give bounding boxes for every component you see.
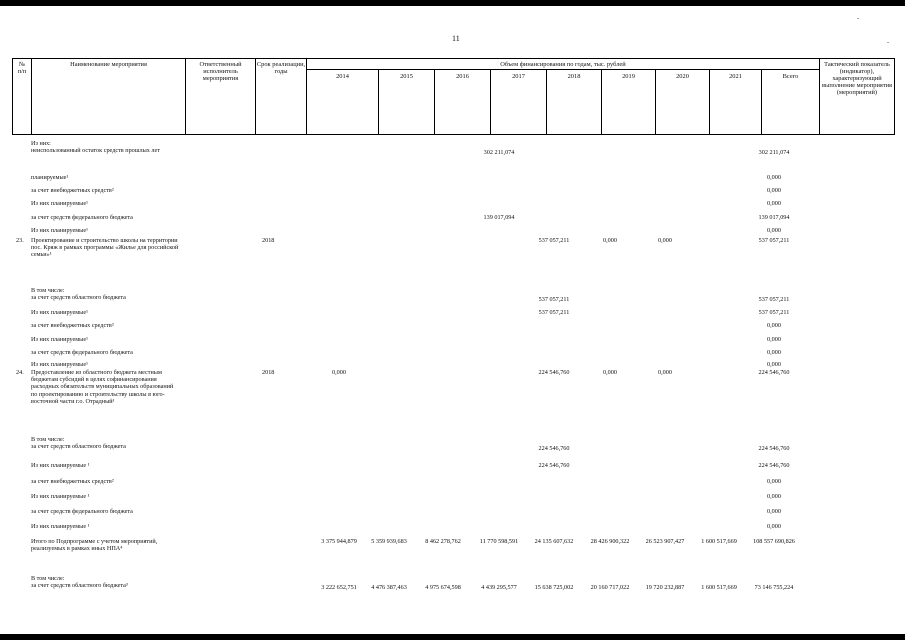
row-name: за счет средств федерального бюджета — [31, 349, 133, 356]
header-total: Всего — [782, 73, 799, 80]
header-term: Срок реализации, годы — [256, 61, 306, 75]
row-total: 0,000 — [767, 336, 781, 343]
speck-mark: . — [887, 36, 889, 45]
row-total: 0,000 — [767, 200, 781, 207]
header-year: 2020 — [676, 73, 689, 80]
header-name: Наименование мероприятия — [70, 61, 147, 68]
row-value: 15 638 725,002 — [534, 584, 574, 592]
header-year: 2021 — [729, 73, 742, 80]
header-year: 2015 — [400, 73, 413, 80]
row-number: 24. — [16, 369, 24, 376]
row-total: 139 017,094 — [758, 214, 790, 221]
row-value: 0,000 — [658, 237, 672, 244]
row-value: 19 720 232,887 — [645, 584, 685, 592]
header-year: 2017 — [512, 73, 525, 80]
row-term: 2018 — [262, 369, 275, 376]
row-name: за счет внебюджетных средств² — [31, 478, 114, 485]
row-total: 224 546,760 — [758, 462, 790, 469]
row-name: Итого по Подпрограмме с учетом мероприятий, реализуемых в рамках иных НПА⁴ — [31, 538, 158, 553]
top-border — [0, 0, 905, 6]
row-value: 0,000 — [332, 369, 346, 376]
row-name: Из них планируемые¹ — [31, 309, 88, 316]
header-financing: Объем финансирования по годам, тыс. рублей — [500, 61, 626, 68]
row-total: 302 211,074 — [758, 149, 790, 157]
row-name: Из них: неиспользованный остаток средств прошлых лет — [31, 140, 160, 155]
row-name: Из них планируемые ¹ — [31, 493, 90, 500]
row-total: 73 146 755,224 — [754, 584, 794, 592]
row-value: 5 359 939,683 — [371, 538, 407, 545]
row-value: 4 476 387,463 — [371, 584, 407, 592]
row-total: 0,000 — [767, 187, 781, 194]
row-value: 24 135 607,632 — [534, 538, 574, 545]
row-name: В том числе: за счет средств областного бюджета — [31, 287, 126, 302]
row-total: 224 546,760 — [758, 445, 790, 453]
row-name: В том числе: за счет средств областного бюджета — [31, 436, 126, 451]
row-name: Из них планируемые ¹ — [31, 462, 90, 469]
row-name: за счет средств федерального бюджета — [31, 214, 133, 221]
row-total: 0,000 — [767, 493, 781, 500]
row-total: 537 057,211 — [758, 309, 790, 316]
row-term: 2018 — [262, 237, 275, 244]
row-number: 23. — [16, 237, 24, 244]
row-value: 8 462 278,762 — [425, 538, 461, 545]
row-value: 4 439 295,577 — [481, 584, 517, 592]
bottom-border — [0, 634, 905, 640]
row-total: 108 557 690,826 — [753, 538, 795, 545]
row-name: за счет внебюджетных средств² — [31, 187, 114, 194]
row-value: 302 211,074 — [483, 149, 515, 157]
header-number: № п/п — [17, 61, 27, 75]
header-line — [894, 58, 895, 135]
row-total: 537 057,211 — [758, 237, 790, 244]
row-value: 224 546,760 — [538, 369, 570, 376]
row-total: 0,000 — [767, 508, 781, 515]
row-value: 537 057,211 — [538, 237, 570, 244]
header-indicator: Тактический показатель (индикатор), характеризующий выполнение мероприятия (мероприятий) — [822, 61, 892, 96]
row-value: 20 160 717,022 — [590, 584, 630, 592]
row-value: 1 600 517,669 — [701, 538, 737, 545]
row-name: Проектирование и строительство школы на территории пос. Кряж в рамках программы «Жилье для российской семьи»¹ — [31, 237, 179, 259]
row-value: 0,000 — [658, 369, 672, 376]
header-line — [31, 58, 32, 135]
row-name: за счет внебюджетных средств² — [31, 322, 114, 329]
row-value: 11 770 598,591 — [479, 538, 519, 545]
row-value: 224 546,760 — [538, 445, 570, 453]
row-total: 537 057,211 — [758, 296, 790, 304]
row-value: 26 523 907,427 — [645, 538, 685, 545]
row-value: 1 600 517,669 — [701, 584, 737, 592]
row-value: 3 222 652,751 — [321, 584, 357, 592]
page-number: 11 — [452, 34, 460, 43]
row-value: 4 975 674,598 — [425, 584, 461, 592]
header-line — [306, 58, 307, 135]
row-total: 0,000 — [767, 174, 781, 181]
speck-mark: . — [857, 12, 859, 21]
row-value: 0,000 — [603, 237, 617, 244]
row-value: 139 017,094 — [483, 214, 515, 221]
table-header — [12, 58, 895, 135]
row-total: 224 546,760 — [758, 369, 790, 376]
header-year: 2014 — [336, 73, 349, 80]
row-value: 0,000 — [603, 369, 617, 376]
header-line — [306, 69, 819, 70]
row-name: Из них планируемые¹ — [31, 361, 88, 368]
header-line — [12, 134, 895, 135]
header-year: 2018 — [567, 73, 581, 80]
row-name: Из них планируемые¹ — [31, 227, 88, 234]
row-total: 0,000 — [767, 227, 781, 234]
row-name: за счет средств федерального бюджета — [31, 508, 133, 515]
header-line — [12, 58, 895, 59]
row-value: 28 426 900,322 — [590, 538, 630, 545]
header-executor: Ответственный исполнитель мероприятия — [199, 61, 242, 82]
row-name: планируемые¹ — [31, 174, 69, 181]
row-total: 0,000 — [767, 523, 781, 530]
row-total: 0,000 — [767, 361, 781, 368]
row-name: В том числе: за счет средств областного бюджета³ — [31, 575, 128, 590]
header-year: 2016 — [456, 73, 469, 80]
row-value: 224 546,760 — [538, 462, 570, 469]
row-name: Из них планируемые¹ — [31, 200, 88, 207]
header-year: 2019 — [622, 73, 635, 80]
row-value: 537 057,211 — [538, 309, 570, 316]
row-name: Из них планируемые¹ — [31, 336, 88, 343]
row-name: Предоставление из областного бюджета местным бюджетам субсидий в целях софинансирования расходных обязательств муниципальных образований по проектированию и строительству школы в юго-восточной части г.о. Отрадный¹ — [31, 369, 174, 405]
row-total: 0,000 — [767, 478, 781, 485]
row-total: 0,000 — [767, 322, 781, 329]
row-total: 0,000 — [767, 349, 781, 356]
row-name: Из них планируемые ¹ — [31, 523, 90, 530]
row-value: 3 375 944,879 — [321, 538, 357, 545]
row-value: 537 057,211 — [538, 296, 570, 304]
